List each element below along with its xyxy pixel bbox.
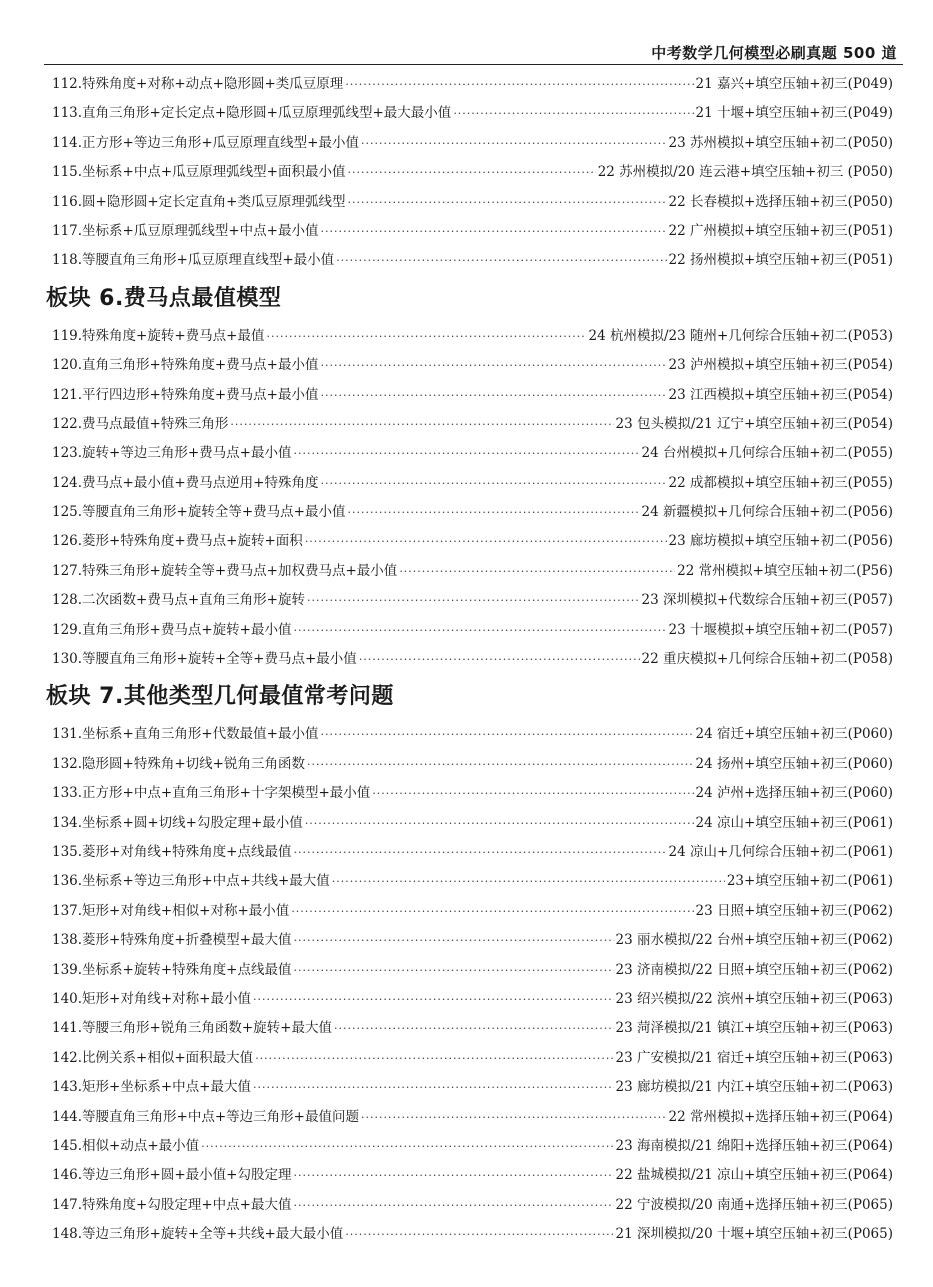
- entry-topic: 127.特殊三角形+旋转全等+费马点+加权费马点+最小值: [52, 562, 398, 579]
- dot-leader: [307, 586, 640, 615]
- dot-leader: [294, 926, 614, 955]
- dot-leader: [321, 381, 667, 410]
- toc-entry: [52, 616, 893, 645]
- toc-entry: [52, 527, 893, 556]
- entry-source: 21 嘉兴+填空压轴+初三(P049): [695, 76, 893, 92]
- dot-leader: [267, 322, 587, 351]
- toc-entry: [52, 645, 893, 674]
- entry-topic: 134.坐标系+圆+切线+勾股定理+最小值: [52, 814, 303, 831]
- toc-entry: [52, 985, 893, 1014]
- toc-entry: [52, 439, 893, 468]
- entry-source: 24 新疆模拟+几何综合压轴+初二(P056): [641, 504, 893, 521]
- entry-source: 22 重庆模拟+几何综合压轴+初二(P058): [641, 651, 893, 668]
- dot-leader: [305, 809, 694, 838]
- entry-source: 23 济南模拟/22 日照+填空压轴+初三(P062): [615, 961, 893, 978]
- entry-source: 24 凉山+几何综合压轴+初二(P061): [668, 843, 893, 860]
- entry-topic: 147.特殊角度+勾股定理+中点+最大值: [52, 1196, 292, 1213]
- entry-source: 23 江西模拟+填空压轴+初三(P054): [668, 386, 893, 403]
- page-header: [44, 36, 903, 65]
- toc-entry: [52, 809, 893, 838]
- dot-leader: [291, 897, 693, 926]
- dot-leader: [230, 410, 613, 439]
- dot-leader: [361, 1103, 667, 1132]
- entry-topic: 145.相似+动点+最小值: [52, 1137, 200, 1154]
- toc-entry: [52, 1220, 893, 1249]
- entry-source: 22 常州模拟+填空压轴+初二(P56): [677, 562, 893, 579]
- entry-source: 24 杭州模拟/23 随州+几何综合压轴+初二(P053): [588, 327, 893, 344]
- entry-source: 22 广州模拟+填空压轴+初三(P051): [668, 222, 893, 239]
- entry-source: 24 台州模拟+几何综合压轴+初二(P055): [641, 445, 893, 462]
- entry-topic: 125.等腰直角三角形+旋转全等+费马点+最小值: [52, 504, 346, 521]
- dot-leader: [321, 351, 667, 380]
- dot-leader: [294, 1191, 614, 1220]
- entry-source: 24 凉山+填空压轴+初三(P061): [695, 814, 893, 831]
- toc-entry: [52, 469, 893, 498]
- section-title: 板块 7.其他类型几何最值常考问题: [46, 684, 394, 710]
- toc-entry: [52, 557, 893, 586]
- entry-source: 23 包头模拟/21 辽宁+填空压轴+初三(P054): [615, 415, 893, 432]
- entry-source: 22 成都模拟+填空压轴+初三(P055): [668, 474, 893, 491]
- toc-entry: [52, 99, 893, 128]
- dot-leader: [359, 645, 640, 674]
- entry-source: 22 长春模拟+选择压轴+初三(P050): [668, 193, 893, 210]
- entry-source: 22 扬州模拟+填空压轴+初三(P051): [668, 252, 893, 269]
- dot-leader: [253, 1073, 614, 1102]
- dot-leader: [361, 129, 667, 158]
- dot-leader: [253, 985, 614, 1014]
- entry-topic: 115.坐标系+中点+瓜豆原理弧线型+面积最小值: [52, 164, 346, 181]
- toc-entry: [52, 956, 893, 985]
- dot-leader: [399, 557, 675, 586]
- book-title: 中考数学几何模型必刷真题 500 道: [651, 44, 897, 62]
- toc-entry: [52, 1044, 893, 1073]
- dot-leader: [321, 720, 694, 749]
- dot-leader: [336, 246, 666, 275]
- entry-topic: 131.坐标系+直角三角形+代数最值+最小值: [52, 726, 319, 743]
- entry-topic: 140.矩形+对角线+对称+最小值: [52, 990, 251, 1007]
- entry-topic: 137.矩形+对角线+相似+对称+最小值: [52, 902, 290, 919]
- dot-leader: [294, 838, 667, 867]
- dot-leader: [294, 1161, 614, 1190]
- entry-topic: 139.坐标系+旋转+特殊角度+点线最值: [52, 961, 292, 978]
- entry-source: 23 海南模拟/21 绵阳+选择压轴+初三(P064): [615, 1137, 893, 1154]
- entry-topic: 116.圆+隐形圆+定长定直角+类瓜豆原理弧线型: [52, 193, 346, 210]
- entry-source: 23 菏泽模拟/21 镇江+填空压轴+初三(P063): [615, 1020, 893, 1037]
- dot-leader: [307, 750, 694, 779]
- entry-topic: 118.等腰直角三角形+瓜豆原理直线型+最小值: [52, 252, 335, 269]
- dot-leader: [372, 779, 693, 808]
- dot-leader: [305, 527, 667, 556]
- entry-topic: 136.坐标系+等边三角形+中点+共线+最大值: [52, 873, 330, 890]
- toc-entry: [52, 1161, 893, 1190]
- entry-source: 23 广安模拟/21 宿迁+填空压轴+初三(P063): [615, 1049, 893, 1066]
- entry-topic: 130.等腰直角三角形+旋转+全等+费马点+最小值: [52, 651, 357, 668]
- dot-leader: [348, 498, 640, 527]
- entry-topic: 138.菱形+特殊角度+折叠模型+最大值: [52, 932, 292, 949]
- toc-entry: [52, 897, 893, 926]
- dot-leader: [321, 469, 667, 498]
- dot-leader: [201, 1132, 613, 1161]
- entry-topic: 133.正方形+中点+直角三角形+十字架模型+最小值: [52, 785, 371, 802]
- entry-source: 21 十堰+填空压轴+初三(P049): [695, 105, 893, 122]
- toc-entry: [52, 217, 893, 246]
- entry-topic: 135.菱形+对角线+特殊角度+点线最值: [52, 843, 292, 860]
- entry-source: 21 深圳模拟/20 十堰+填空压轴+初三(P065): [615, 1226, 893, 1243]
- toc-entry: [52, 410, 893, 439]
- toc-entry: [52, 129, 893, 158]
- entry-topic: 117.坐标系+瓜豆原理弧线型+中点+最小值: [52, 222, 319, 239]
- entry-source: 23 绍兴模拟/22 滨州+填空压轴+初三(P063): [615, 990, 893, 1007]
- toc-entry: [52, 1014, 893, 1043]
- entry-topic: 148.等边三角形+旋转+全等+共线+最大最小值: [52, 1226, 344, 1243]
- entry-topic: 124.费马点+最小值+费马点逆用+特殊角度: [52, 474, 319, 491]
- entry-topic: 144.等腰直角三角形+中点+等边三角形+最值问题: [52, 1108, 359, 1125]
- toc-entry: [52, 246, 893, 275]
- toc-entry: [52, 750, 893, 779]
- entry-source: 24 扬州+填空压轴+初三(P060): [695, 755, 893, 772]
- toc-entry: [52, 381, 893, 410]
- entry-source: 23 丽水模拟/22 台州+填空压轴+初三(P062): [615, 932, 893, 949]
- entry-topic: 112.特殊角度+对称+动点+隐形圆+类瓜豆原理: [52, 76, 344, 92]
- entry-topic: 113.直角三角形+定长定点+隐形圆+瓜豆原理弧线型+最大最小值: [52, 105, 452, 122]
- entry-topic: 132.隐形圆+特殊角+切线+锐角三角函数: [52, 755, 305, 772]
- entry-topic: 114.正方形+等边三角形+瓜豆原理直线型+最小值: [52, 134, 359, 151]
- dot-leader: [255, 1044, 613, 1073]
- entry-source: 23+填空压轴+初二(P061): [726, 873, 893, 890]
- toc-entry: [52, 188, 893, 217]
- toc-entry: [52, 70, 893, 99]
- entry-source: 23 泸州模拟+填空压轴+初三(P054): [668, 357, 893, 374]
- entry-source: 23 廊坊模拟+填空压轴+初二(P056): [668, 533, 893, 550]
- dot-leader: [345, 70, 693, 99]
- entry-source: 23 廊坊模拟/21 内江+填空压轴+初二(P063): [615, 1079, 893, 1096]
- dot-leader: [348, 188, 667, 217]
- entry-source: 22 苏州模拟/20 连云港+填空压轴+初三 (P050): [597, 164, 893, 181]
- entry-source: 22 宁波模拟/20 南通+选择压轴+初三(P065): [615, 1196, 893, 1213]
- dot-leader: [332, 867, 725, 896]
- entry-topic: 123.旋转+等边三角形+费马点+最小值: [52, 445, 292, 462]
- entry-source: 22 盐城模拟/21 凉山+填空压轴+初三(P064): [615, 1167, 893, 1184]
- dot-leader: [345, 1220, 613, 1249]
- toc-entry: [52, 838, 893, 867]
- dot-leader: [294, 956, 614, 985]
- entry-topic: 119.特殊角度+旋转+费马点+最值: [52, 327, 265, 344]
- entry-topic: 122.费马点最值+特殊三角形: [52, 415, 229, 432]
- entry-source: 24 宿迁+填空压轴+初三(P060): [695, 726, 893, 743]
- toc-entry: [52, 322, 893, 351]
- entry-topic: 128.二次函数+费马点+直角三角形+旋转: [52, 592, 305, 609]
- dot-leader: [453, 99, 693, 128]
- toc-entry: [52, 351, 893, 380]
- entry-topic: 129.直角三角形+费马点+旋转+最小值: [52, 621, 292, 638]
- entry-topic: 121.平行四边形+特殊角度+费马点+最小值: [52, 386, 319, 403]
- entry-source: 24 泸州+选择压轴+初三(P060): [695, 785, 893, 802]
- toc-entry: [52, 1103, 893, 1132]
- toc-entry: [52, 926, 893, 955]
- entry-source: 23 苏州模拟+填空压轴+初二(P050): [668, 134, 893, 151]
- entry-topic: 142.比例关系+相似+面积最大值: [52, 1049, 254, 1066]
- dot-leader: [334, 1014, 614, 1043]
- entry-source: 23 十堰模拟+填空压轴+初二(P057): [668, 621, 893, 638]
- entry-source: 23 日照+填空压轴+初三(P062): [695, 902, 893, 919]
- entry-topic: 146.等边三角形+圆+最小值+勾股定理: [52, 1167, 292, 1184]
- toc-entry: [52, 1132, 893, 1161]
- toc-entry: [52, 158, 893, 187]
- toc-entry: [52, 1191, 893, 1220]
- toc-entry: [52, 720, 893, 749]
- entry-topic: 141.等腰三角形+锐角三角函数+旋转+最大值: [52, 1020, 332, 1037]
- entry-topic: 126.菱形+特殊角度+费马点+旋转+面积: [52, 533, 303, 550]
- section-title: 板块 6.费马点最值模型: [46, 285, 282, 311]
- toc-entry: [52, 1073, 893, 1102]
- dot-leader: [348, 158, 596, 187]
- toc-entry: [52, 586, 893, 615]
- entry-topic: 143.矩形+坐标系+中点+最大值: [52, 1079, 251, 1096]
- entry-source: 22 常州模拟+选择压轴+初三(P064): [668, 1108, 893, 1125]
- toc-entry: [52, 867, 893, 896]
- dot-leader: [321, 217, 667, 246]
- toc-entry: [52, 498, 893, 527]
- table-of-contents: [46, 70, 893, 1249]
- entry-topic: 120.直角三角形+特殊角度+费马点+最小值: [52, 357, 319, 374]
- dot-leader: [294, 439, 640, 468]
- entry-source: 23 深圳模拟+代数综合压轴+初三(P057): [641, 592, 893, 609]
- toc-entry: [52, 779, 893, 808]
- dot-leader: [294, 616, 667, 645]
